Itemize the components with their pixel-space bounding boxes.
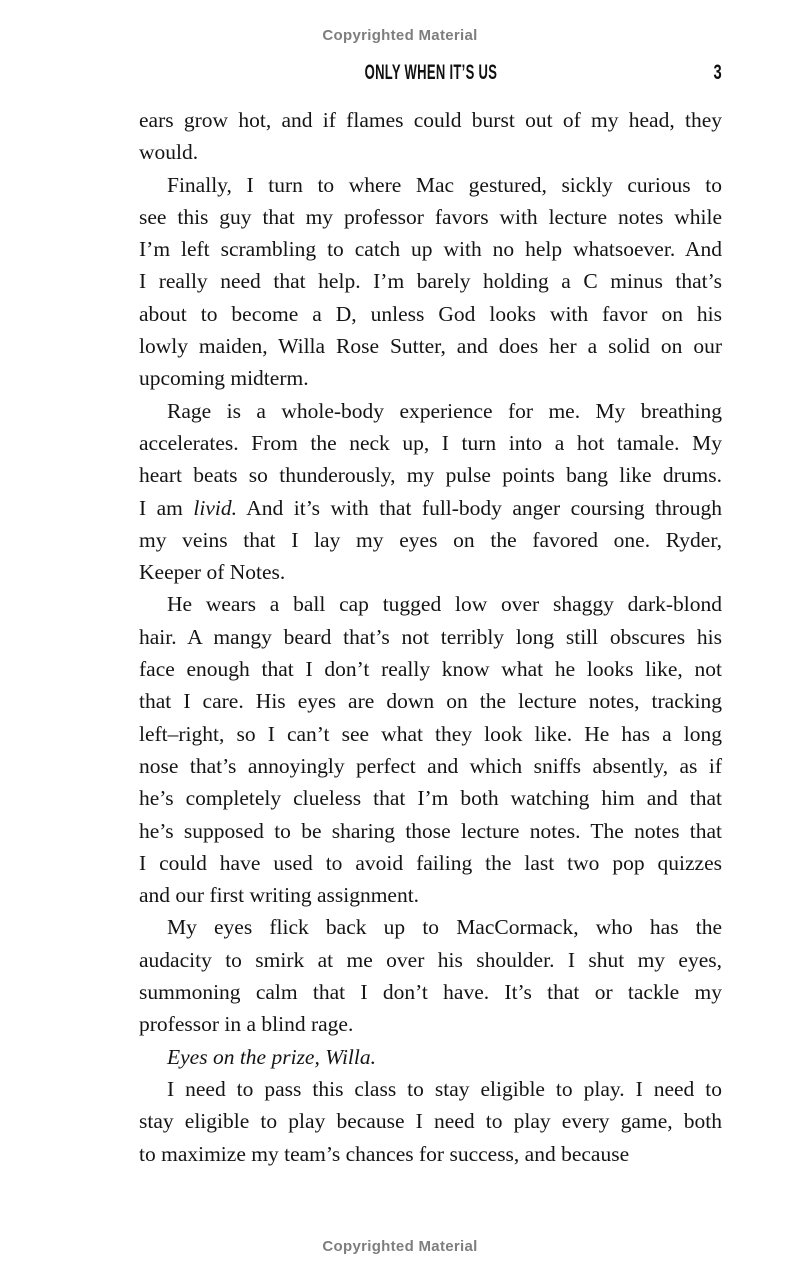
text-segment: he’s completely clueless that I’m both watching him and that bbox=[139, 786, 722, 811]
text-segment: professor in a blind rage. bbox=[139, 1012, 354, 1037]
text-line bbox=[139, 104, 722, 136]
text-segment: summoning calm that I don’t have. It’s that or tackle my bbox=[139, 980, 722, 1005]
text-segment: that I care. His eyes are down on the lecture notes, tracking bbox=[139, 689, 722, 714]
text-line bbox=[139, 1073, 722, 1105]
text-segment: He wears a ball cap tugged low over shaggy dark-blond bbox=[167, 592, 722, 617]
text-line bbox=[139, 169, 722, 201]
text-segment: lowly maiden, Willa Rose Sutter, and does her a solid on our bbox=[139, 334, 722, 359]
italic-text: livid. bbox=[193, 495, 237, 520]
text-line bbox=[139, 556, 722, 588]
text-line bbox=[139, 944, 722, 976]
text-segment: would. bbox=[139, 140, 199, 165]
text-line bbox=[139, 653, 722, 685]
text-line bbox=[139, 847, 722, 879]
text-line bbox=[139, 298, 722, 330]
text-line bbox=[139, 233, 722, 265]
text-line bbox=[139, 492, 722, 524]
text-line bbox=[139, 1138, 722, 1170]
text-line bbox=[139, 588, 722, 620]
text-line bbox=[139, 911, 722, 943]
text-line bbox=[139, 685, 722, 717]
text-line bbox=[139, 136, 722, 168]
text-line bbox=[139, 265, 722, 297]
text-line bbox=[139, 427, 722, 459]
text-segment: left–right, so I can’t see what they look like. He has a long bbox=[139, 721, 722, 746]
text-segment: I could have used to avoid failing the last two pop quizzes bbox=[139, 850, 722, 875]
text-segment: and our first writing assignment. bbox=[139, 883, 420, 908]
running-title-wrap bbox=[139, 61, 722, 85]
text-line bbox=[139, 1008, 722, 1040]
running-title: ONLY WHEN IT’S US bbox=[364, 61, 497, 84]
text-segment: to maximize my team’s chances for success, and because bbox=[139, 1141, 630, 1166]
copyright-notice-bottom: Copyrighted Material bbox=[322, 1238, 478, 1255]
text-segment: accelerates. From the neck up, I turn into a hot tamale. My bbox=[139, 430, 722, 455]
text-line bbox=[139, 879, 722, 911]
text-line bbox=[139, 815, 722, 847]
text-line bbox=[139, 459, 722, 491]
text-segment: hair. A mangy beard that’s not terribly long still obscures his bbox=[139, 624, 722, 649]
text-line bbox=[139, 976, 722, 1008]
text-segment: audacity to smirk at me over his shoulder. I shut my eyes, bbox=[139, 947, 722, 972]
text-line bbox=[139, 524, 722, 556]
body-text bbox=[139, 104, 722, 1170]
text-segment: he’s supposed to be sharing those lecture notes. The notes that bbox=[139, 818, 722, 843]
text-segment: Finally, I turn to where Mac gestured, sickly curious to bbox=[167, 172, 722, 197]
text-segment: stay eligible to play because I need to play every game, both bbox=[139, 1109, 722, 1134]
text-segment: I am bbox=[139, 495, 194, 520]
text-segment: And it’s with that full-body anger coursing through bbox=[236, 495, 722, 520]
text-line bbox=[139, 750, 722, 782]
text-segment: Keeper of Notes. bbox=[139, 560, 286, 585]
text-line bbox=[139, 395, 722, 427]
text-segment: Rage is a whole-body experience for me. My breathing bbox=[167, 398, 722, 423]
text-segment: see this guy that my professor favors with lecture notes while bbox=[139, 204, 722, 229]
text-line bbox=[139, 362, 722, 394]
text-line bbox=[139, 621, 722, 653]
text-segment: upcoming midterm. bbox=[139, 366, 309, 391]
text-segment: about to become a D, unless God looks with favor on his bbox=[139, 301, 722, 326]
text-segment: my veins that I lay my eyes on the favored one. Ryder, bbox=[139, 527, 722, 552]
copyright-notice-top: Copyrighted Material bbox=[322, 27, 478, 44]
text-line bbox=[139, 1105, 722, 1137]
text-segment: I’m left scrambling to catch up with no help whatsoever. And bbox=[139, 237, 722, 262]
text-segment: ears grow hot, and if flames could burst out of my head, they bbox=[139, 108, 722, 132]
text-line bbox=[139, 330, 722, 362]
text-segment: My eyes flick back up to MacCormack, who has the bbox=[167, 915, 722, 940]
text-line bbox=[139, 782, 722, 814]
text-line bbox=[139, 1041, 722, 1073]
text-segment: face enough that I don’t really know what he looks like, not bbox=[139, 657, 722, 682]
text-segment: I really need that help. I’m barely holding a C minus that’s bbox=[139, 269, 722, 294]
text-segment: I need to pass this class to stay eligible to play. I need to bbox=[167, 1076, 722, 1101]
page-number: 3 bbox=[713, 61, 722, 84]
italic-text: Eyes on the prize, Willa. bbox=[167, 1044, 376, 1069]
text-segment: nose that’s annoyingly perfect and which sniffs absently, as if bbox=[139, 753, 722, 778]
running-header bbox=[139, 61, 722, 85]
text-line bbox=[139, 201, 722, 233]
text-segment: heart beats so thunderously, my pulse points bang like drums. bbox=[139, 463, 722, 488]
text-line bbox=[139, 718, 722, 750]
